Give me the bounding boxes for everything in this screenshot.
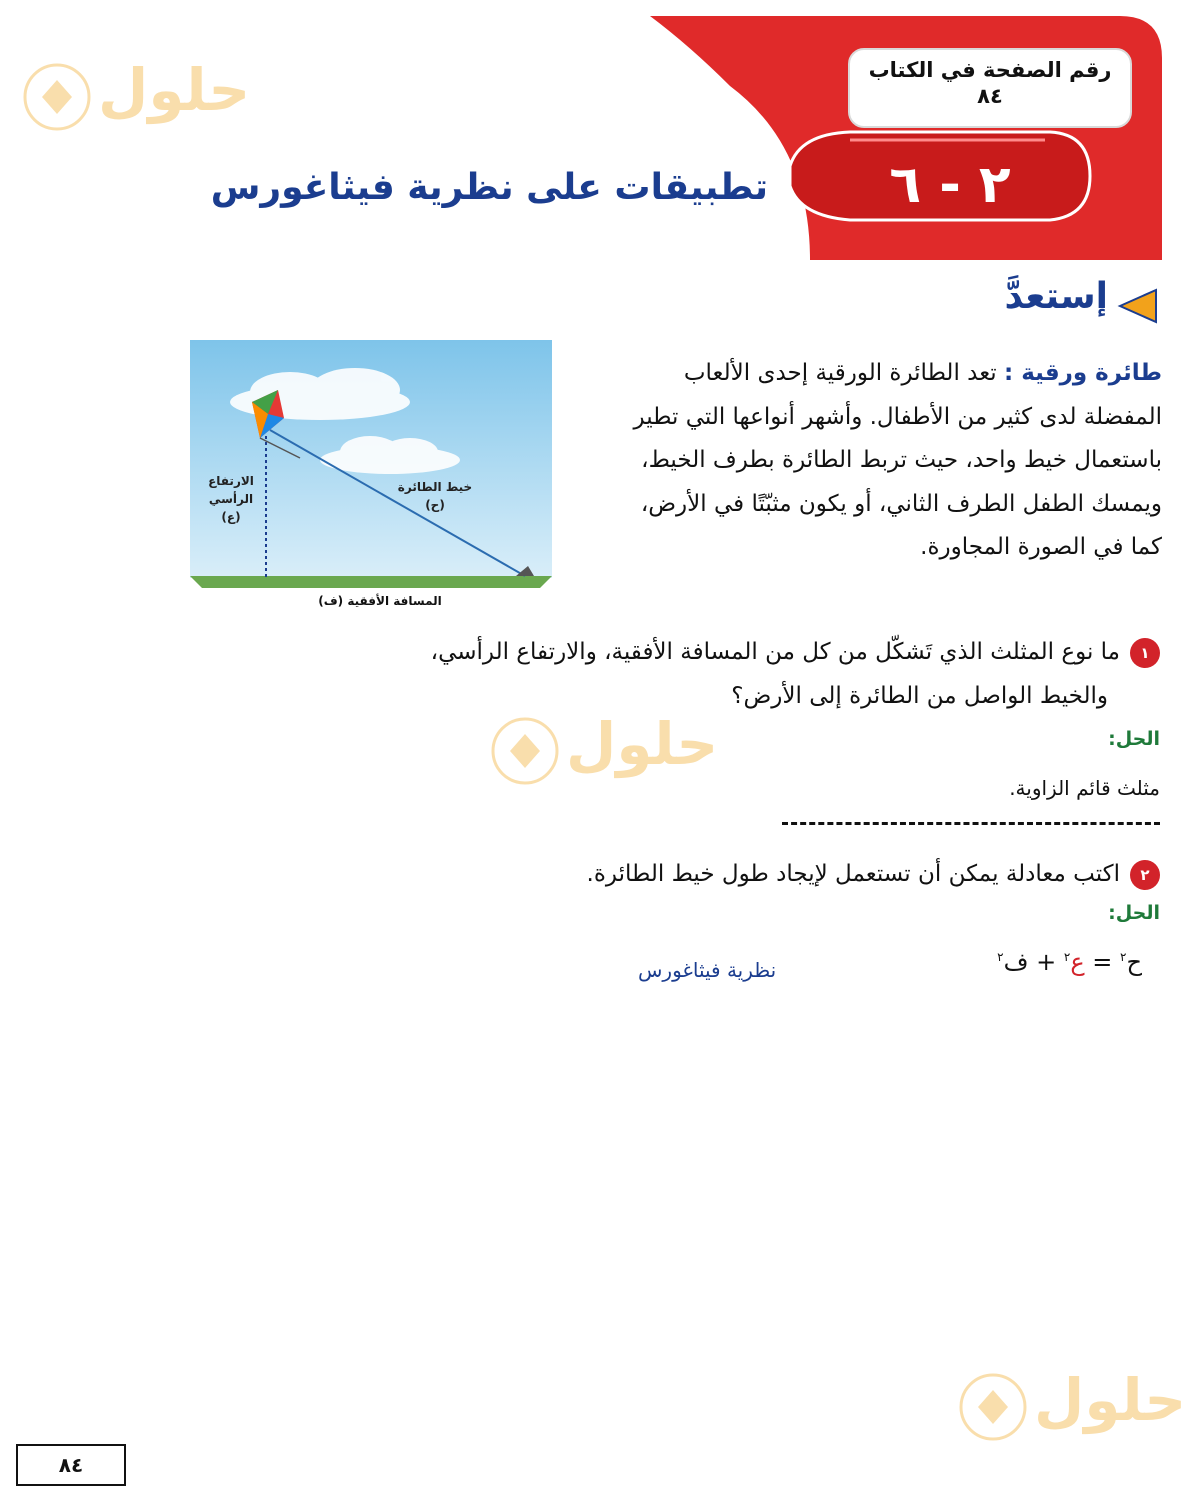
pythagorean-equation: [997, 948, 1142, 976]
intro-keyword: طائرة ورقية :: [1004, 360, 1162, 386]
intro-text: تعد الطائرة الورقية إحدى الألعاب المفضلة لدى كثير من الأطفال. وأشهر أنواعها التي تطير باستعمال خيط واحد، حيث تربط الطائرة بطرف الخيط، ويمسك الطفل الطرف الثاني، أو يكون مثبّتًا في الأرض، كما في الصورة المجاورة.: [633, 360, 1162, 560]
solution-label-2: الحل:: [1108, 902, 1160, 924]
book-page-label: رقم الصفحة في الكتاب: [868, 58, 1112, 82]
question-2-text: اكتب معادلة يمكن أن تستعمل لإيجاد طول خيط الطائرة.: [586, 861, 1120, 887]
triangle-arrow-icon: [1116, 286, 1160, 326]
eq-distance: ف: [1003, 948, 1029, 976]
watermark-text: حلول: [98, 56, 251, 124]
watermark-logo: [958, 1366, 1187, 1446]
watermark-text: حلول: [1034, 1366, 1187, 1434]
watermark-book-icon: [958, 1372, 1028, 1442]
figure-caption: المسافة الأفقية (ف): [318, 594, 442, 608]
question-1-text-line1: ما نوع المثلث الذي تَشكّل من كل من المسافة الأفقية، والارتفاع الرأسي،: [430, 639, 1120, 665]
eq-exponent: ٢: [997, 950, 1004, 964]
watermark-book-icon: [490, 716, 560, 786]
lesson-number: ٢ - ٦: [889, 155, 1011, 215]
footer-page-number: ٨٤: [16, 1444, 126, 1486]
vertical-label-line2: الرأسي: [208, 492, 254, 506]
string-label-line1: خيط الطائرة: [397, 480, 473, 494]
question-1-text-line2: والخيط الواصل من الطائرة إلى الأرض؟: [731, 683, 1108, 709]
answer-1: مثلث قائم الزاوية.: [1009, 776, 1160, 800]
kite-figure: [190, 340, 552, 590]
watermark-logo: [490, 710, 719, 790]
vertical-height-label: [196, 472, 266, 526]
string-label-line2: (ح): [425, 498, 445, 512]
kite-string-label: [380, 478, 490, 514]
eq-hypotenuse: ح: [1126, 948, 1142, 976]
lesson-title: تطبيقات على نظرية فيثاغورس: [210, 167, 768, 208]
equation-note: نظرية فيثاغورس: [638, 958, 777, 982]
eq-exponent: ٢: [1120, 950, 1127, 964]
solution-label-1: الحل:: [1108, 728, 1160, 750]
dashed-divider: [782, 822, 1160, 825]
vertical-label-line1: الارتفاع: [208, 474, 254, 488]
vertical-label-line3: (ع): [221, 510, 241, 524]
eq-plus: +: [1036, 948, 1057, 976]
eq-equals: =: [1092, 948, 1113, 976]
watermark-text: حلول: [566, 710, 719, 778]
question-1: [320, 630, 1160, 718]
book-page-number: ٨٤: [977, 84, 1003, 108]
question-2: [320, 852, 1160, 896]
eq-height: ع: [1070, 948, 1085, 976]
question-number-badge: ٢: [1130, 860, 1160, 890]
eq-exponent: ٢: [1063, 950, 1071, 964]
intro-paragraph: [622, 352, 1162, 570]
watermark-logo: [22, 56, 251, 136]
question-number-badge: ١: [1130, 638, 1160, 668]
watermark-book-icon: [22, 62, 92, 132]
section-title: إستعدَّ: [1004, 276, 1108, 317]
book-page-box: [848, 48, 1132, 128]
